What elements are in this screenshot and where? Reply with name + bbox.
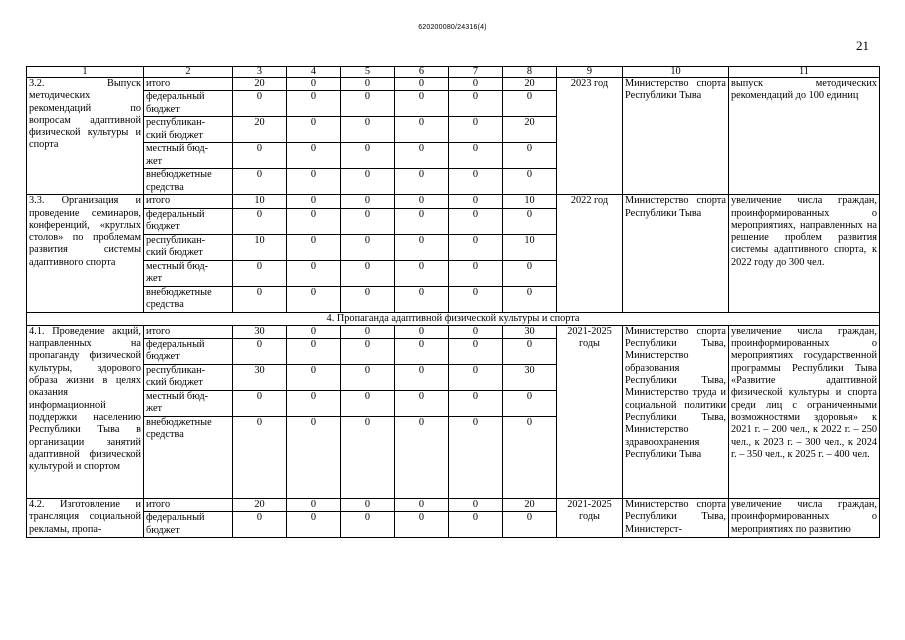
table-cell: 30	[233, 325, 287, 338]
table-cell: 0	[395, 143, 449, 169]
column-number: 10	[623, 67, 729, 78]
table-cell: 0	[395, 78, 449, 91]
table-cell: 0	[233, 512, 287, 538]
table-cell: 0	[395, 195, 449, 208]
table-cell: 0	[395, 339, 449, 365]
table-cell: 0	[395, 208, 449, 234]
implementation-period: 2021-2025 годы	[557, 499, 623, 538]
table-cell: 20	[503, 117, 557, 143]
funding-source: внебюджетные средства	[144, 169, 233, 195]
table-cell: 20	[233, 499, 287, 512]
funding-source: республикан- ский бюджет	[144, 117, 233, 143]
executor: Министерство спорта Республики Тыва, Министерство образования Республики Тыва, Министерство труда и социальной политики Республики Тыва, Министерство здравоохранения Республики Тыва	[623, 325, 729, 498]
table-cell: 0	[233, 169, 287, 195]
funding-source: республикан- ский бюджет	[144, 365, 233, 391]
table-cell: 0	[503, 169, 557, 195]
table-cell: 0	[395, 169, 449, 195]
table-cell: 0	[341, 91, 395, 117]
table-cell: 30	[503, 365, 557, 391]
table-cell: 0	[341, 417, 395, 499]
table-cell: 0	[503, 417, 557, 499]
program-table	[26, 66, 880, 538]
table-cell: 0	[287, 260, 341, 286]
table-cell: 0	[233, 260, 287, 286]
funding-source: местный бюд- жет	[144, 391, 233, 417]
table-cell: 0	[287, 499, 341, 512]
funding-source: внебюджетные средства	[144, 417, 233, 499]
table-cell: 0	[233, 143, 287, 169]
table-cell: 0	[449, 91, 503, 117]
implementation-period: 2022 год	[557, 195, 623, 312]
table-cell: 0	[341, 325, 395, 338]
table-cell: 0	[287, 91, 341, 117]
table-cell: 0	[449, 286, 503, 312]
table-cell: 0	[395, 512, 449, 538]
executor: Министерство спорта Республики Тыва, Министерст-	[623, 499, 729, 538]
funding-source: федеральный бюджет	[144, 512, 233, 538]
table-cell: 10	[503, 234, 557, 260]
table-row	[27, 195, 880, 208]
table-cell: 0	[287, 417, 341, 499]
table-cell: 0	[503, 260, 557, 286]
table-cell: 0	[395, 234, 449, 260]
implementation-period: 2023 год	[557, 78, 623, 195]
table-cell: 0	[503, 208, 557, 234]
section-row	[27, 312, 880, 325]
table-cell: 0	[287, 169, 341, 195]
table-cell: 0	[449, 512, 503, 538]
activity-title: 4.1. Проведение акций, направленных на пропаганду физической культуры, здорового образа жизни в целях оказания информационной поддержки населению Республики Тыва в организации занятий адаптивной физической культурой и спортом	[27, 325, 144, 498]
table-cell: 0	[503, 391, 557, 417]
table-cell: 0	[341, 365, 395, 391]
table-cell: 10	[233, 195, 287, 208]
table-cell: 0	[233, 286, 287, 312]
funding-source: итого	[144, 499, 233, 512]
table-cell: 0	[341, 143, 395, 169]
table-cell: 0	[449, 117, 503, 143]
table-cell: 0	[287, 365, 341, 391]
column-number: 8	[503, 67, 557, 78]
table-cell: 0	[449, 208, 503, 234]
table-cell: 0	[449, 143, 503, 169]
table-cell: 0	[341, 260, 395, 286]
column-number: 7	[449, 67, 503, 78]
expected-result: выпуск методических рекомендаций до 100 единиц	[729, 78, 880, 195]
table-cell: 0	[449, 78, 503, 91]
funding-source: внебюджетные средства	[144, 286, 233, 312]
column-number: 2	[144, 67, 233, 78]
activity-title: 4.2. Изготовление и трансляция социальной рекламы, пропа-	[27, 499, 144, 538]
table-cell: 30	[233, 365, 287, 391]
table-cell: 0	[503, 143, 557, 169]
column-number: 3	[233, 67, 287, 78]
table-cell: 0	[233, 91, 287, 117]
table-cell: 0	[287, 325, 341, 338]
activity-title: 3.3. Организация и проведение семинаров, конференций, «круглых столов» по проблемам развития системы адаптивного спорта	[27, 195, 144, 312]
funding-source: итого	[144, 78, 233, 91]
table-cell: 0	[395, 325, 449, 338]
table-cell: 0	[341, 169, 395, 195]
expected-result: увеличение числа граждан, проинформированных о мероприятиях по развитию	[729, 499, 880, 538]
table-cell: 0	[341, 117, 395, 143]
executor: Министерство спорта Республики Тыва	[623, 195, 729, 312]
table-cell: 0	[287, 339, 341, 365]
table-cell: 0	[449, 325, 503, 338]
expected-result: увеличение числа граждан, проинформированных о мероприятиях государственной программы Республики Тыва «Развитие адаптивной физической культуры и спорта среди лиц с ограниченными возможностями здоровья» к 2021 г. – 200 чел., к 2022 г. – 250 чел., к 2023 г. – 300 чел., к 2024 г. – 350 чел., к 2025 г. – 400 чел.	[729, 325, 880, 498]
column-number: 1	[27, 67, 144, 78]
table-cell: 0	[503, 91, 557, 117]
table-cell: 0	[287, 143, 341, 169]
table-cell: 0	[341, 391, 395, 417]
column-number: 11	[729, 67, 880, 78]
table-cell: 0	[449, 169, 503, 195]
activity-title: 3.2. Выпуск методических рекомендаций по вопросам адаптивной физической культуры и спорта	[27, 78, 144, 195]
table-cell: 0	[395, 417, 449, 499]
table-cell: 0	[341, 286, 395, 312]
table-cell: 20	[233, 78, 287, 91]
column-number: 5	[341, 67, 395, 78]
table-cell: 0	[287, 195, 341, 208]
funding-source: федеральный бюджет	[144, 208, 233, 234]
table-cell: 0	[395, 91, 449, 117]
implementation-period: 2021-2025 годы	[557, 325, 623, 498]
table-cell: 0	[233, 391, 287, 417]
table-cell: 0	[395, 499, 449, 512]
table-cell: 0	[449, 260, 503, 286]
funding-source: республикан- ский бюджет	[144, 234, 233, 260]
table-cell: 0	[341, 208, 395, 234]
table-cell: 10	[233, 234, 287, 260]
column-number: 9	[557, 67, 623, 78]
column-number-row	[27, 67, 880, 78]
funding-source: местный бюд- жет	[144, 143, 233, 169]
table-cell: 0	[503, 339, 557, 365]
page-number: 21	[856, 38, 869, 53]
expected-result: увеличение числа граждан, проинформированных о мероприятиях, направленных на решение проблем развития системы адаптивного спорта, к 2022 году до 300 чел.	[729, 195, 880, 312]
table-cell: 0	[287, 78, 341, 91]
table-row	[27, 78, 880, 91]
column-number: 4	[287, 67, 341, 78]
table-cell: 0	[449, 234, 503, 260]
table-cell: 0	[287, 391, 341, 417]
funding-source: федеральный бюджет	[144, 91, 233, 117]
table-cell: 0	[503, 286, 557, 312]
table-cell: 0	[449, 417, 503, 499]
table-cell: 0	[341, 499, 395, 512]
document-number: 620200080/24316(4)	[418, 24, 487, 31]
table-cell: 0	[233, 339, 287, 365]
executor: Министерство спорта Республики Тыва	[623, 78, 729, 195]
table-cell: 0	[341, 512, 395, 538]
funding-source: федеральный бюджет	[144, 339, 233, 365]
table-cell: 0	[395, 117, 449, 143]
table-cell: 30	[503, 325, 557, 338]
table-cell: 0	[395, 391, 449, 417]
section-title: 4. Пропаганда адаптивной физической культуры и спорта	[27, 312, 880, 325]
table-cell: 0	[287, 117, 341, 143]
table-cell: 0	[449, 365, 503, 391]
table-cell: 0	[395, 286, 449, 312]
funding-source: итого	[144, 195, 233, 208]
table-cell: 20	[503, 499, 557, 512]
table-cell: 0	[449, 339, 503, 365]
table-cell: 0	[503, 512, 557, 538]
table-row	[27, 499, 880, 512]
table-cell: 20	[503, 78, 557, 91]
table-cell: 0	[287, 234, 341, 260]
table-cell: 0	[233, 417, 287, 499]
table-cell: 0	[395, 365, 449, 391]
table-cell: 0	[395, 260, 449, 286]
table-cell: 0	[449, 499, 503, 512]
table-cell: 0	[341, 195, 395, 208]
table-cell: 0	[287, 512, 341, 538]
table-cell: 0	[341, 234, 395, 260]
table-cell: 0	[449, 391, 503, 417]
table-cell: 0	[233, 208, 287, 234]
column-number: 6	[395, 67, 449, 78]
table-row	[27, 325, 880, 338]
funding-source: итого	[144, 325, 233, 338]
table-cell: 0	[287, 208, 341, 234]
funding-source: местный бюд- жет	[144, 260, 233, 286]
table-cell: 0	[341, 78, 395, 91]
table-cell: 10	[503, 195, 557, 208]
table-cell: 0	[449, 195, 503, 208]
table-cell: 0	[287, 286, 341, 312]
table-cell: 20	[233, 117, 287, 143]
table-cell: 0	[341, 339, 395, 365]
